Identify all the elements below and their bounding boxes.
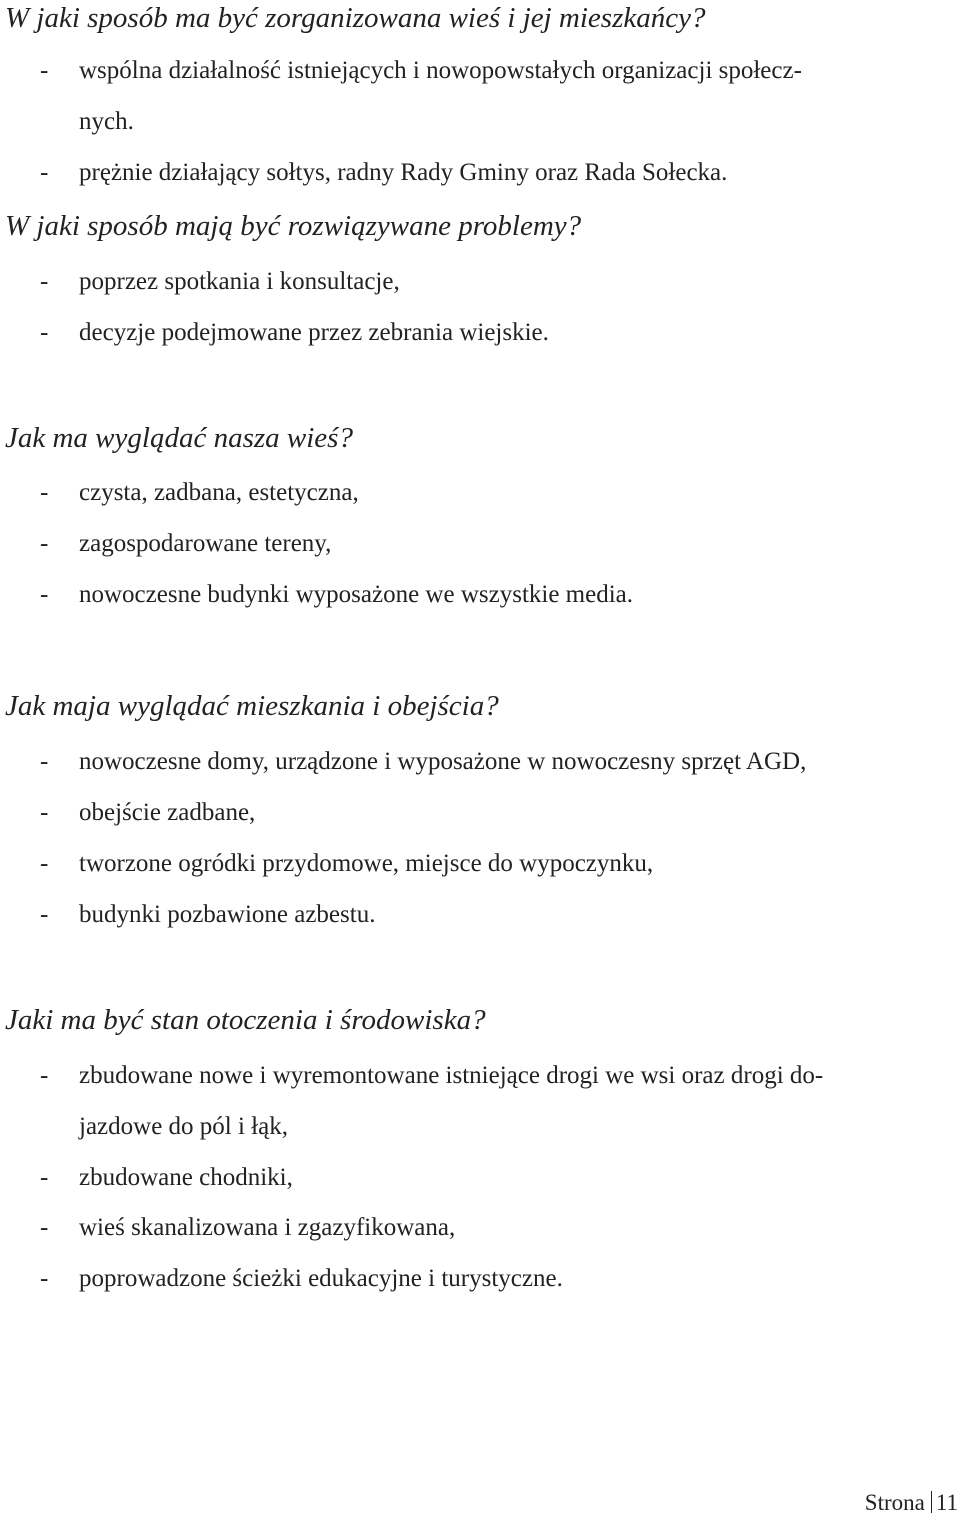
page-label: Strona [864, 1490, 925, 1515]
page-footer [865, 1490, 958, 1516]
list-item-text: prężnie działający sołtys, radny Rady Gminy oraz Rada Sołecka. [79, 159, 728, 186]
bullet-dash: - [40, 850, 49, 877]
bullet-dash: - [40, 901, 49, 928]
bullet-dash: - [40, 581, 49, 608]
page-number: 11 [935, 1490, 958, 1515]
list-item-text: zbudowane chodniki, [79, 1164, 293, 1191]
list-item-text: wspólna działalność istniejących i nowopowstałych organizacji społecz- [79, 57, 802, 84]
bullet-dash: - [40, 57, 49, 84]
bullet-dash: - [40, 1062, 49, 1089]
bullet-dash: - [40, 1265, 49, 1292]
list-item-text: decyzje podejmowane przez zebrania wiejskie. [79, 319, 549, 346]
section-heading: Jak maja wyglądać mieszkania i obejścia? [5, 690, 499, 722]
bullet-dash: - [40, 1164, 49, 1191]
bullet-dash: - [40, 319, 49, 346]
list-item-continuation: nych. [79, 108, 134, 135]
bullet-dash: - [40, 159, 49, 186]
list-item-text: tworzone ogródki przydomowe, miejsce do wypoczynku, [79, 850, 654, 877]
bullet-dash: - [40, 530, 49, 557]
list-item-text: poprzez spotkania i konsultacje, [79, 268, 400, 295]
section-heading: Jak ma wyglądać nasza wieś? [5, 422, 353, 454]
section-heading: Jaki ma być stan otoczenia i środowiska? [5, 1004, 486, 1036]
bullet-dash: - [40, 479, 49, 506]
list-item-text: nowoczesne domy, urządzone i wyposażone w nowoczesny sprzęt AGD, [79, 748, 807, 775]
footer-separator [931, 1491, 932, 1513]
bullet-dash: - [40, 748, 49, 775]
list-item-text: budynki pozbawione azbestu. [79, 901, 376, 928]
list-item-text: poprowadzone ścieżki edukacyjne i turystyczne. [79, 1265, 563, 1292]
list-item-continuation: jazdowe do pól i łąk, [79, 1113, 288, 1140]
list-item-text: wieś skanalizowana i zgazyfikowana, [79, 1214, 456, 1241]
list-item-text: obejście zadbane, [79, 799, 256, 826]
list-item-text: nowoczesne budynki wyposażone we wszystkie media. [79, 581, 634, 608]
list-item-text: zagospodarowane tereny, [79, 530, 332, 557]
bullet-dash: - [40, 1214, 49, 1241]
list-item-text: czysta, zadbana, estetyczna, [79, 479, 359, 506]
bullet-dash: - [40, 799, 49, 826]
list-item-text: zbudowane nowe i wyremontowane istniejące drogi we wsi oraz drogi do- [79, 1062, 824, 1089]
section-heading: W jaki sposób mają być rozwiązywane problemy? [5, 210, 582, 242]
section-heading: W jaki sposób ma być zorganizowana wieś i jej mieszkańcy? [5, 2, 706, 34]
bullet-dash: - [40, 268, 49, 295]
